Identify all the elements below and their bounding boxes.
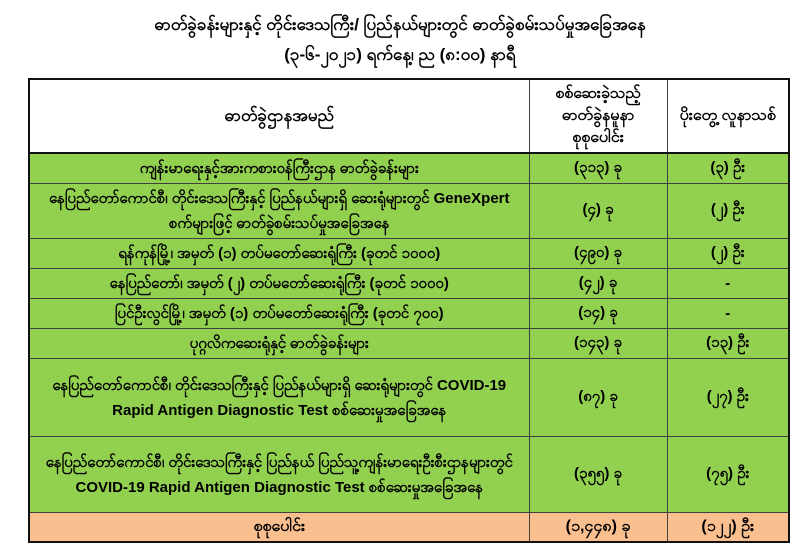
lab-name-cell: ကျန်းမာရေးနှင့်အားကစားဝန်ကြီးဌာန ဓာတ်ခွဲခန်းများ [29, 153, 529, 184]
samples-cell: (၁၄၃) ခု [529, 329, 667, 359]
samples-cell: (၃၁၃) ခု [529, 153, 667, 184]
table-row [29, 359, 789, 437]
total-positives-cell: (၁၂၂) ဦး [667, 513, 789, 543]
lab-name-cell: နေပြည်တော်ကောင်စီ၊ တိုင်းဒေသကြီးနှင့် ပြည်နယ်များရှိ ဆေးရုံများတွင် GeneXpert စက်များဖြင့် ဓာတ်ခွဲစမ်းသပ်မှုအခြေအနေ [29, 184, 529, 239]
positives-cell: - [667, 269, 789, 299]
lab-testing-table [28, 78, 790, 543]
table-header-row [29, 79, 789, 153]
table-row [29, 153, 789, 184]
header-new-positives: ပိုးတွေ့ လူနာသစ် [667, 79, 789, 153]
samples-cell: (၁၄) ခု [529, 299, 667, 329]
positives-cell: (၁၃) ဦး [667, 329, 789, 359]
positives-cell: (၇၅) ဦး [667, 437, 789, 513]
table-row [29, 437, 789, 513]
report-title-line1: ဓာတ်ခွဲခန်းများနှင့် တိုင်းဒေသကြီး/ ပြည်နယ်များတွင် ဓာတ်ခွဲစမ်းသပ်မှုအခြေအနေ [154, 15, 646, 34]
total-samples-cell: (၁,၄၄၈) ခု [529, 513, 667, 543]
lab-name-cell: နေပြည်တော်ကောင်စီ၊ တိုင်းဒေသကြီးနှင့် ပြည်နယ် ပြည်သူ့ကျန်းမာရေးဦးစီးဌာနများတွင် COVID-19 Rapid Antigen Diagnostic Test စစ်ဆေးမှုအခြေအနေ [29, 437, 529, 513]
total-label-cell: စုစုပေါင်း [29, 513, 529, 543]
table-row [29, 299, 789, 329]
samples-cell: (၄) ခု [529, 184, 667, 239]
positives-cell: (၂၇) ဦး [667, 359, 789, 437]
samples-cell: (၈၇) ခု [529, 359, 667, 437]
header-lab-name: ဓာတ်ခွဲဌာနအမည် [29, 79, 529, 153]
total-row [29, 513, 789, 543]
lab-name-cell: နေပြည်တော်ကောင်စီ၊ တိုင်းဒေသကြီးနှင့် ပြည်နယ်များရှိ ဆေးရုံများတွင် COVID-19 Rapid Antigen Diagnostic Test စစ်ဆေးမှုအခြေအနေ [29, 359, 529, 437]
table-row [29, 184, 789, 239]
report-title-line2: (၃-၆-၂၀၂၁) ရက်နေ့၊ ည (၈:၀၀) နာရီ [284, 45, 516, 64]
samples-cell: (၄၉၀) ခု [529, 239, 667, 269]
lab-name-cell: ပုဂ္ဂလိကဆေးရုံနှင့် ဓာတ်ခွဲခန်းများ [29, 329, 529, 359]
table-row [29, 239, 789, 269]
samples-cell: (၃၅၅) ခု [529, 437, 667, 513]
lab-name-cell: ပြင်ဦးလွင်မြို့၊ အမှတ် (၁) တပ်မတော်ဆေးရုံကြီး (ခုတင် ၇၀၀) [29, 299, 529, 329]
positives-cell: (၂) ဦး [667, 239, 789, 269]
lab-name-cell: နေပြည်တော်၊ အမှတ် (၂) တပ်မတော်ဆေးရုံကြီး (ခုတင် ၁၀၀၀) [29, 269, 529, 299]
lab-name-cell: ရန်ကုန်မြို့၊ အမှတ် (၁) တပ်မတော်ဆေးရုံကြီး (ခုတင် ၁၀၀၀) [29, 239, 529, 269]
header-samples-total: စစ်ဆေးခဲ့သည့် ဓာတ်ခွဲနမူနာ စုစုပေါင်း [529, 79, 667, 153]
table-row [29, 269, 789, 299]
positives-cell: (၃) ဦး [667, 153, 789, 184]
positives-cell: - [667, 299, 789, 329]
table-row [29, 329, 789, 359]
positives-cell: (၂) ဦး [667, 184, 789, 239]
samples-cell: (၄၂) ခု [529, 269, 667, 299]
